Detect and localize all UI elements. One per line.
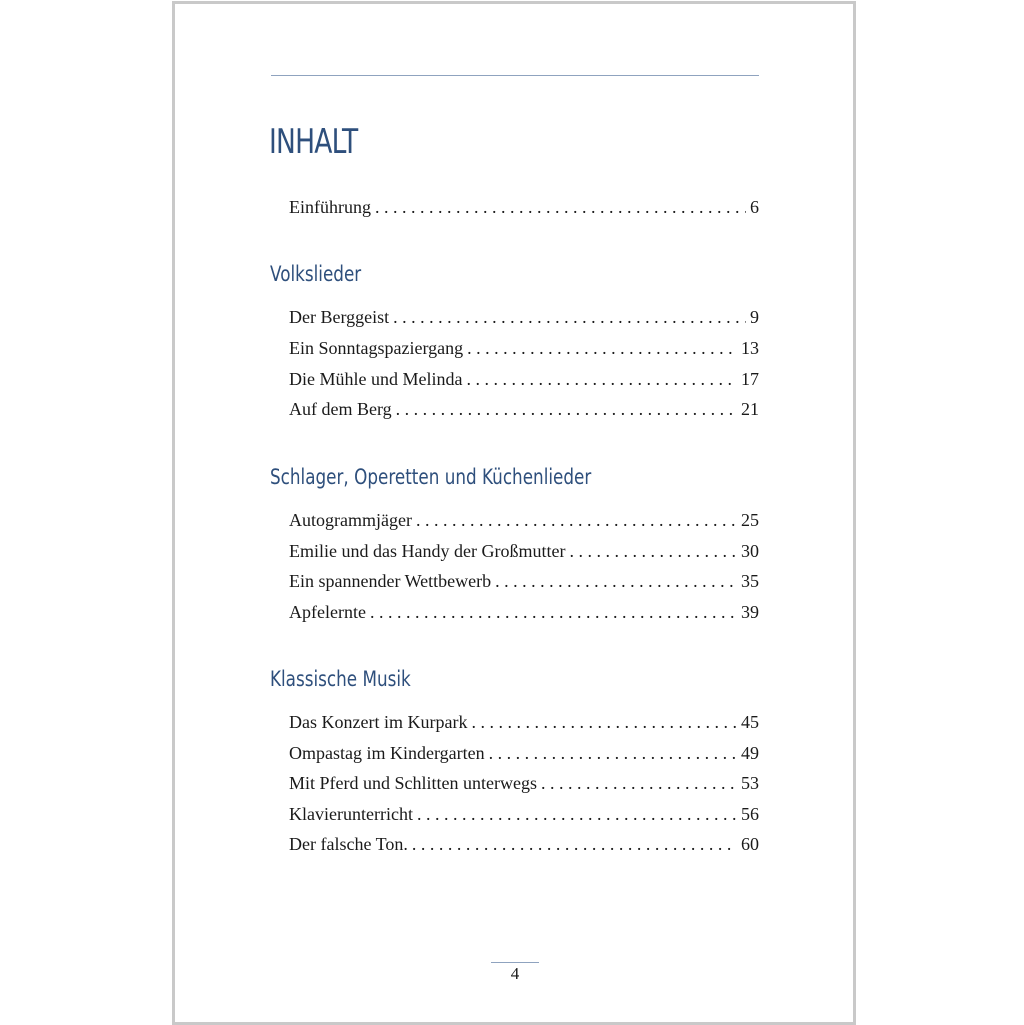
toc-entry-label: Emilie und das Handy der Großmutter xyxy=(289,541,566,561)
toc-dot-leader xyxy=(466,369,737,390)
toc-entry xyxy=(289,743,759,767)
toc-entry-label: Der Berggeist xyxy=(289,307,390,327)
page-number: 4 xyxy=(510,964,520,983)
toc-entry-label: Apfelernte xyxy=(289,602,366,622)
toc-entry xyxy=(289,804,759,828)
section-heading-volkslieder: Volkslieder xyxy=(270,262,362,286)
toc-entry xyxy=(289,369,759,393)
toc-dot-leader xyxy=(569,541,737,562)
toc-entry-label: Klavierunterricht xyxy=(289,804,413,824)
toc-entry xyxy=(289,307,759,331)
toc-dot-leader xyxy=(396,399,737,420)
toc-entry xyxy=(289,510,759,534)
toc-dot-leader xyxy=(412,834,737,855)
toc-entry-page: 30 xyxy=(741,541,759,561)
toc-entry-label: Ein spannender Wettbewerb xyxy=(289,571,492,591)
toc-entry-page: 13 xyxy=(741,338,759,358)
toc-entry-page: 60 xyxy=(741,834,759,854)
toc-entry xyxy=(289,571,759,595)
toc-dot-leader xyxy=(375,197,746,218)
folio-rule xyxy=(491,962,539,963)
toc-entry-label: Einführung xyxy=(289,197,371,217)
toc-entry-label: Autogrammjäger xyxy=(289,510,412,530)
toc-entry-label: Die Mühle und Melinda xyxy=(289,369,463,389)
toc-entry xyxy=(289,338,759,362)
toc-entry-label: Ein Sonntagspaziergang xyxy=(289,338,464,358)
toc-entry-page: 17 xyxy=(741,369,759,389)
toc-entry-page: 9 xyxy=(750,307,759,327)
toc-entry-label: Mit Pferd und Schlitten unterwegs xyxy=(289,773,537,793)
toc-entry-page: 21 xyxy=(741,399,759,419)
toc-entry-label: Der falsche Ton. xyxy=(289,834,408,854)
toc-entry xyxy=(289,712,759,736)
toc-entry-page: 45 xyxy=(741,712,759,732)
toc-entry xyxy=(289,834,759,858)
toc-entry-page: 25 xyxy=(741,510,759,530)
toc-entry-page: 6 xyxy=(750,197,759,217)
toc-entry-label: Das Konzert im Kurpark xyxy=(289,712,468,732)
toc-dot-leader xyxy=(471,712,737,733)
toc-dot-leader xyxy=(467,338,737,359)
toc-entry-einfuehrung xyxy=(289,197,759,221)
document-page xyxy=(172,1,856,1025)
toc-entry-label: Auf dem Berg xyxy=(289,399,392,419)
section-heading-klassische-musik: Klassische Musik xyxy=(270,667,411,691)
toc-entry-page: 39 xyxy=(741,602,759,622)
toc-dot-leader xyxy=(393,307,746,328)
toc-dot-leader xyxy=(489,743,737,764)
top-rule xyxy=(271,75,759,76)
toc-dot-leader xyxy=(495,571,737,592)
toc-entry xyxy=(289,773,759,797)
toc-entry-page: 56 xyxy=(741,804,759,824)
toc-entry-page: 35 xyxy=(741,571,759,591)
section-heading-schlager: Schlager, Operetten und Küchenlieder xyxy=(270,465,592,489)
toc-entry xyxy=(289,602,759,626)
toc-dot-leader xyxy=(417,804,737,825)
toc-dot-leader xyxy=(416,510,737,531)
toc-entry-label: Ompastag im Kindergarten xyxy=(289,743,485,763)
page-title: INHALT xyxy=(269,122,358,162)
toc-entry xyxy=(289,541,759,565)
toc-dot-leader xyxy=(370,602,737,623)
toc-entry xyxy=(289,399,759,423)
toc-entry-page: 49 xyxy=(741,743,759,763)
toc-entry-page: 53 xyxy=(741,773,759,793)
toc-dot-leader xyxy=(541,773,737,794)
